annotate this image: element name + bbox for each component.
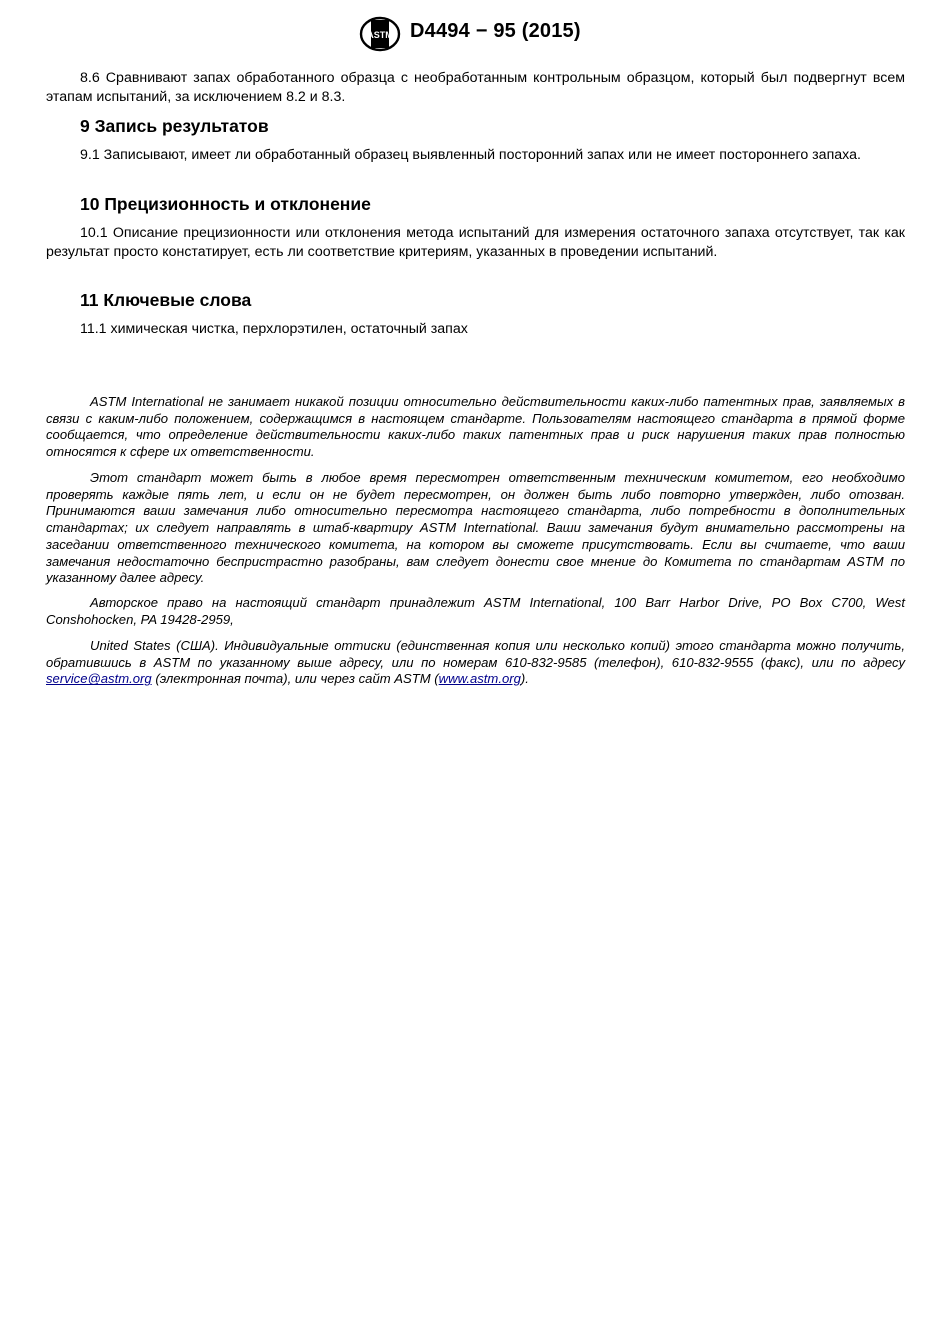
patent-notice — [46, 394, 905, 461]
heading-11: 11 Ключевые слова — [80, 290, 252, 310]
reprints-text-end: ). — [520, 671, 529, 687]
reprints-text-middle: (электронная почта), или через сайт ASTM ( — [151, 671, 439, 687]
paragraph-11-1: 11.1 химическая чистка, перхлорэтилен, остаточный запах — [80, 321, 468, 337]
standard-designation: D4494 − 95 (2015) — [410, 20, 581, 42]
astm-logo-icon — [358, 16, 402, 52]
copyright-notice — [46, 595, 905, 628]
reprints-notice-text — [46, 638, 905, 688]
copyright-notice-text: Авторское право на настоящий стандарт принадлежит ASTM International, 100 Barr Harbor Drive, PO Box C700, West Conshohocken, PA 19428-2959, — [46, 595, 905, 627]
website-link[interactable]: www.astm.org — [438, 671, 521, 687]
reprints-notice — [46, 638, 905, 688]
revision-notice — [46, 470, 905, 587]
reprints-text-start: United States (США). Индивидуальные оттиски (единственная копия или несколько копий) этого стандарта можно получить, обратившись в ASTM по указанному выше адресу, или по номерам 610-832-9585 (телефон), 610-832-9555 (факс), или по адресу — [46, 638, 905, 670]
revision-notice-text: Этот стандарт может быть в любое время пересмотрен ответственным техническим комитетом, его необходимо проверять каждые пять лет, и если он не будет пересмотрен, он должен быть либо повторно утвержден, либо отозван. Принимаются ваши замечания либо относительно пересмотра настоящего стандарта, либо потребности в дополнительных стандартах; их следует направлять в штаб-квартиру ASTM International. Ваши замечания будут внимательно рассмотрены на заседании ответственного технического комитета, на котором вы сможете присутствовать. Если вы считаете, что ваши замечания недостаточно беспристрастно разобраны, вам следует донести свое мнение до Комитета по стандартам ASTM по указанному далее адресу. — [46, 470, 905, 586]
heading-10: 10 Прецизионность и отклонение — [80, 194, 371, 214]
paragraph-9-1: 9.1 Записывают, имеет ли обработанный образец выявленный посторонний запах или не имеет постороннего запаха. — [80, 147, 861, 163]
patent-notice-text: ASTM International не занимает никакой позиции относительно действительности каких-либо патентных прав, заявляемых в связи с каким-либо положением, содержащимся в настоящем стандарте. Пользователям настоящего стандарта в прямой форме сообщается, что определение действительности каких-либо таких патентных прав и риск нарушения таких прав полностью относятся к сфере их ответственности. — [46, 394, 905, 460]
paragraph-10-1: 10.1 Описание прецизионности или отклонения метода испытаний для измерения остаточного запаха отсутствует, так как результат просто констатирует, есть ли соответствие критериям, указанных в проведении испытаний. — [46, 225, 905, 260]
heading-9: 9 Запись результатов — [80, 116, 269, 136]
page-header — [0, 14, 950, 54]
paragraph-8-6: 8.6 Сравнивают запах обработанного образца с необработанным контрольным образцом, который был подвергнут всем этапам испытаний, за исключением 8.2 и 8.3. — [46, 70, 905, 105]
logo-lettering: ASTM — [367, 30, 393, 40]
email-link[interactable]: service@astm.org — [46, 671, 152, 687]
